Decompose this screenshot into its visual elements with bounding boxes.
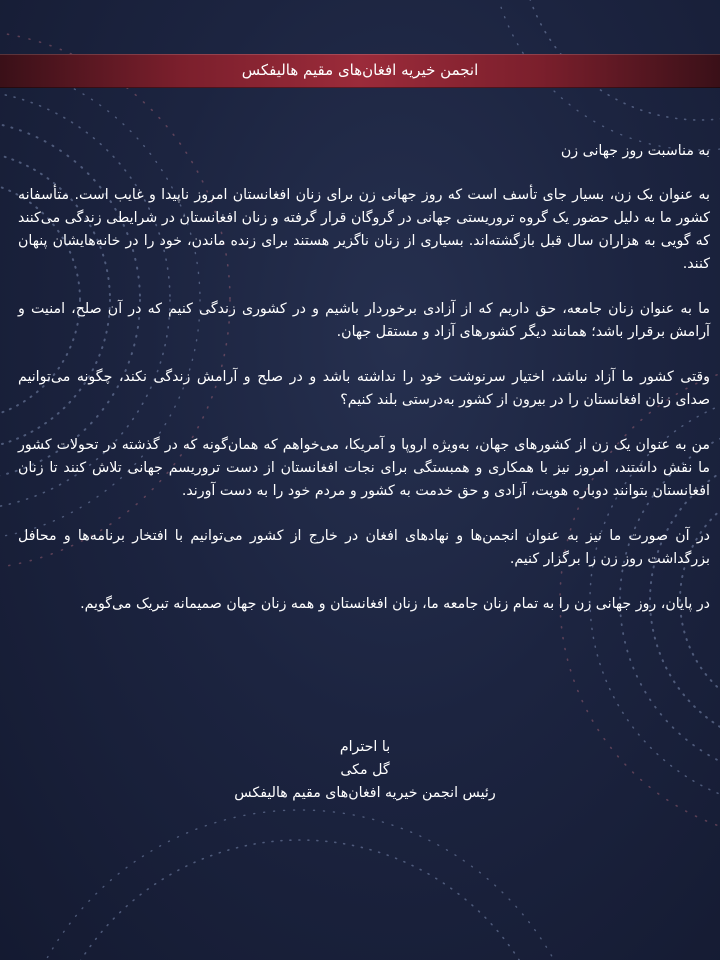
letter-paragraph-2: ما به عنوان زنان جامعه، حق داریم که از آزادی برخوردار باشیم و در کشوری زندگی کنیم که در آن صلح، امنیت و آرامش برقرار باشد؛ همانند دیگر کشورهای آزاد و مستقل جهان. [18, 301, 710, 340]
signature-block [170, 736, 560, 805]
signature-role: رئیس انجمن خیریه افغان‌های مقیم هالیفکس [234, 785, 496, 801]
letter-paragraph-1: به عنوان یک زن، بسیار جای تأسف است که روز جهانی زن برای زنان افغانستان امروز ناپیدا و غایب است. متأسفانه کشور ما به دلیل حضور یک گروه تروریستی جهانی در گروگان قرار گرفته و زنان افغانستان در شرایطی زندگی می‌کنند که گویی به هزاران سال قبل بازگشته‌اند. بسیاری از زنان ناگزیر هستند برای زنده ماندن، خود را در خانه‌هایشان پنهان کنند. [18, 187, 710, 272]
letter-body [18, 140, 710, 638]
letter-paragraph-3: وقتی کشور ما آزاد نباشد، اختیار سرنوشت خود را نداشته باشد و در صلح و آرامش زندگی نکند، چگونه می‌توانیم صدای زنان افغانستان را در بیرون از کشور به‌درستی بلند کنیم؟ [18, 369, 710, 408]
letter-heading: به مناسبت روز جهانی زن [560, 143, 710, 159]
letter-paragraph-4: من به عنوان یک زن از کشورهای جهان، به‌ویژه اروپا و آمریکا، می‌خواهم که همان‌گونه که در گذشته در تحولات کشور ما نقش داشتند، امروز نیز با همکاری و همبستگی برای نجات افغانستان از دست تروریسم جهانی تلاش کنند تا زنان افغانستان بتوانند دوباره هویت، آزادی و حق خدمت به کشور و مردم خود را به دست آورند. [18, 437, 710, 499]
letter-paragraph-5: در آن صورت ما نیز به عنوان انجمن‌ها و نهادهای افغان در خارج از کشور می‌توانیم با افتخار برنامه‌ها و محافل بزرگداشت روز زن را برگزار کنیم. [18, 528, 710, 567]
organization-title: انجمن خیریه افغان‌های مقیم هالیفکس [241, 61, 479, 79]
header-banner [0, 54, 720, 88]
signature-name: گل مکی [340, 762, 390, 778]
letter-paragraph-6: در پایان، روز جهانی زن را به تمام زنان جامعه ما، زنان افغانستان و همه زنان جهان صمیمانه تبریک می‌گویم. [80, 596, 710, 612]
signature-closing: با احترام [339, 739, 391, 755]
